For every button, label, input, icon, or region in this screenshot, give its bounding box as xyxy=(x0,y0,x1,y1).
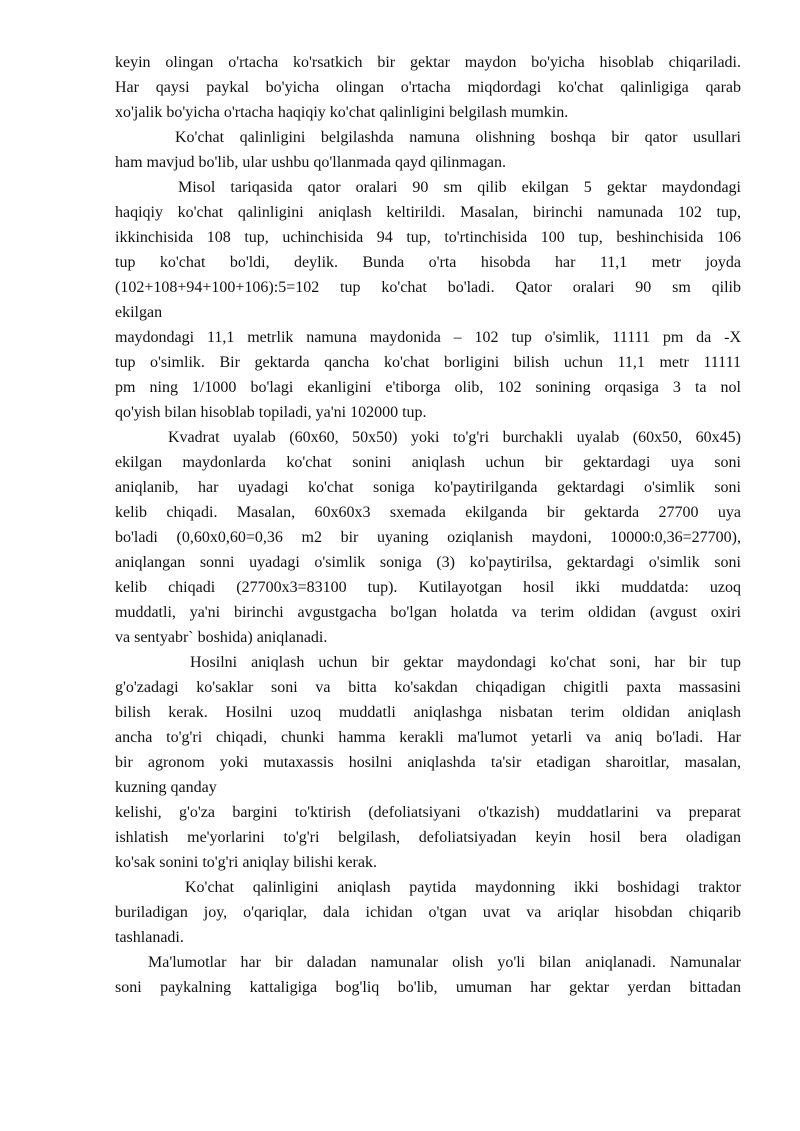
text-line: tup ko'chat bo'ldi, deylik. Bunda o'rta hisobda har 11,1 metr joyda xyxy=(115,254,741,271)
text-line: Har qaysi paykal bo'yicha olingan o'rtacha miqdordagi ko'chat qalinligiga qarab xyxy=(115,79,741,96)
text-line: tashlanadi. xyxy=(115,929,184,946)
text-line: soni paykalning kattaligiga bog'liq bo'lib, umuman har gektar yerdan bittadan xyxy=(115,979,741,996)
text-line: Misol tariqasida qator oralari 90 sm qilib ekilgan 5 gektar maydondagi xyxy=(178,179,741,196)
text-line: maydondagi 11,1 metrlik namuna maydonida – 102 tup o'simlik, 11111 pm da -X xyxy=(115,329,741,346)
text-line: Kvadrat uyalab (60x60, 50x50) yoki to'g'ri burchakli uyalab (60x50, 60x45) xyxy=(168,429,741,446)
text-line: Hosilni aniqlash uchun bir gektar maydondagi ko'chat soni, har bir tup xyxy=(190,654,741,671)
text-line: pm ning 1/1000 bo'lagi ekanligini e'tiborga olib, 102 sonining orqasiga 3 ta nol xyxy=(115,379,741,396)
text-line: aniqlangan sonni uyadagi o'simlik soniga (3) ko'paytirilsa, gektardagi o'simlik soni xyxy=(115,554,741,571)
text-line: kuzning qanday xyxy=(115,779,217,796)
document-page xyxy=(115,50,741,1000)
text-line: va sentyabr` boshida) aniqlanadi. xyxy=(115,629,328,646)
text-line: bir agronom yoki mutaxassis hosilni aniqlashda ta'sir etadigan sharoitlar, masalan, xyxy=(115,754,741,771)
text-line: aniqlanib, har uyadagi ko'chat soniga ko'paytirilganda gektardagi o'simlik soni xyxy=(115,479,741,496)
text-line: buriladigan joy, o'qariqlar, dala ichidan o'tgan uvat va ariqlar hisobdan chiqarib xyxy=(115,904,741,921)
text-line: kelishi, g'o'za bargini to'ktirish (defoliatsiyani o'tkazish) muddatlarini va preparat xyxy=(115,804,741,821)
text-line: haqiqiy ko'chat qalinligini aniqlash keltirildi. Masalan, birinchi namunada 102 tup, xyxy=(115,204,741,221)
text-line: bo'ladi (0,60x0,60=0,36 m2 bir uyaning oziqlanish maydoni, 10000:0,36=27700), xyxy=(115,529,741,546)
text-line: kelib chiqadi (27700x3=83100 tup). Kutilayotgan hosil ikki muddatda: uzoq xyxy=(115,579,741,596)
text-line: ekilgan maydonlarda ko'chat sonini aniqlash uchun bir gektardagi uya soni xyxy=(115,454,741,471)
text-line: ikkinchisida 108 tup, uchinchisida 94 tup, to'rtinchisida 100 tup, beshinchisida 106 xyxy=(115,229,741,246)
text-line: ishlatish me'yorlarini to'g'ri belgilash, defoliatsiyadan keyin hosil bera oladigan xyxy=(115,829,741,846)
text-line: ekilgan xyxy=(115,304,163,321)
text-line: keyin olingan o'rtacha ko'rsatkich bir gektar maydon bo'yicha hisoblab chiqariladi. xyxy=(115,54,741,71)
text-line: tup o'simlik. Bir gektarda qancha ko'chat borligini bilish uchun 11,1 metr 11111 xyxy=(115,354,741,371)
text-line: g'o'zadagi ko'saklar soni va bitta ko'sakdan chiqadigan chigitli paxta massasini xyxy=(115,679,741,696)
text-line: ham mavjud bo'lib, ular ushbu qo'llanmada qayd qilinmagan. xyxy=(115,154,507,171)
text-line: qo'yish bilan hisoblab topiladi, ya'ni 102000 tup. xyxy=(115,404,427,421)
text-line: muddatli, ya'ni birinchi avgustgacha bo'lgan holatda va terim oldidan (avgust oxiri xyxy=(115,604,741,621)
text-line: ancha to'g'ri chiqadi, chunki hamma kerakli ma'lumot yetarli va aniq bo'ladi. Har xyxy=(115,729,741,746)
text-line: (102+108+94+100+106):5=102 tup ko'chat bo'ladi. Qator oralari 90 sm qilib xyxy=(115,279,741,296)
text-line: bilish kerak. Hosilni uzoq muddatli aniqlashga nisbatan terim oldidan aniqlash xyxy=(115,704,741,721)
text-line: Ma'lumotlar har bir daladan namunalar olish yo'li bilan aniqlanadi. Namunalar xyxy=(148,954,741,971)
text-line: Ko'chat qalinligini aniqlash paytida maydonning ikki boshidagi traktor xyxy=(185,879,741,896)
text-line: Ko'chat qalinligini belgilashda namuna olishning boshqa bir qator usullari xyxy=(175,129,741,146)
text-line: ko'sak sonini to'g'ri aniqlay bilishi kerak. xyxy=(115,854,377,871)
text-line: xo'jalik bo'yicha o'rtacha haqiqiy ko'chat qalinligini belgilash mumkin. xyxy=(115,104,569,121)
text-line: kelib chiqadi. Masalan, 60x60x3 sxemada ekilganda bir gektarda 27700 uya xyxy=(115,504,741,521)
